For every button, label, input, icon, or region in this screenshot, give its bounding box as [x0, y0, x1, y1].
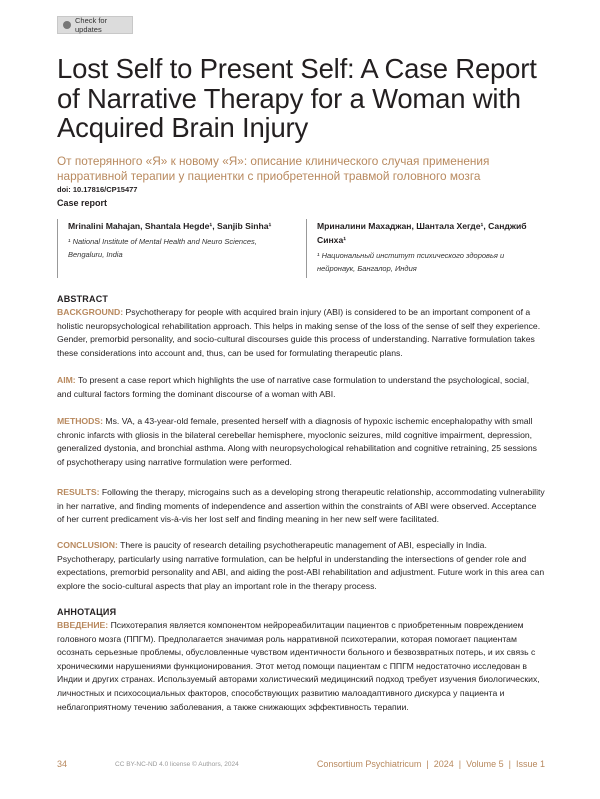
results-text: Following the therapy, microgains such as a developing strong therapeutic relationship, accommodating vulnerability in her narrative, and finding moments of independence and assertion within the constraints of ABI were observed. Acceptance of her current predicament vis-à-vis her lost self and finding meaning in her new self were facilitated.: [57, 487, 545, 525]
author-names: Mrinalini Mahajan, Shantala Hegde¹, Sanjib Sinha¹: [68, 221, 272, 231]
conclusion-text: There is paucity of research detailing psychotherapeutic management of ABI, especially in India. Psychotherapy, particularly using narrative formulation, can be helpful in understanding the intersections of gender role and expectations, premorbid personality and ABI, and aiding the post-ABI rehabilitation and adjustment. Future work in this area can explore the socio-cultural aspects that play an important role in the therapy process.: [57, 540, 545, 591]
abstract-conclusion: [57, 539, 545, 593]
abstract-methods: [57, 415, 545, 469]
abstract-results: [57, 486, 545, 527]
author-names-ru: Мриналини Махаджан, Шантала Хегде¹, Санджиб Синха¹: [317, 221, 527, 245]
conclusion-label: CONCLUSION:: [57, 540, 118, 550]
aim-label: AIM:: [57, 375, 76, 385]
background-text: Psychotherapy for people with acquired brain injury (ABI) is considered to be an important component of a holistic neuropsychological rehabilitation approach. This helps in making sense of the loss of the sense of self they experience. Gender, premorbid personality, and socio-cultural discourses guide this process of understanding. Narrative formulation takes these considerations into account and, thus, can be used for formulating therapeutic plans.: [57, 307, 541, 358]
intro-label: ВВЕДЕНИЕ:: [57, 620, 109, 630]
aim-text: To present a case report which highlights the use of narrative case formulation to understand the psychological, social, and cultural factors forming the dominant discourse of a woman with ABI.: [57, 375, 530, 399]
annotation-heading: АННОТАЦИЯ: [57, 607, 117, 617]
license-text[interactable]: CC BY-NC-ND 4.0 license © Authors, 2024: [115, 761, 239, 768]
methods-label: METHODS:: [57, 416, 103, 426]
annotation-intro: [57, 619, 545, 714]
authors-english: [57, 219, 292, 278]
update-icon: [63, 21, 71, 29]
author-affiliation-ru: ¹ Национальный институт психического здоровья и нейронаук, Бангалор, Индия: [317, 251, 505, 273]
page-number: 34: [57, 759, 68, 769]
background-label: BACKGROUND:: [57, 307, 124, 317]
article-type: Case report: [57, 198, 108, 208]
article-title: Lost Self to Present Self: A Case Report of Narrative Therapy for a Woman with Acquired Brain Injury: [57, 53, 537, 143]
methods-text: Ms. VA, a 43-year-old female, presented herself with a diagnosis of hypoxic ischemic encephalopathy with small chronic infarcts with gliosis in the bilateral cerebellar hemisphere, myoclonic seizures, mild cognitive impairment, depression, generalized dystonia, and bronchial asthma. Along with neuropsychological rehabilitation and cognitive retraining, 25 sessions of psychotherapy using narrative formulation were performed.: [57, 416, 537, 467]
badge-label: Check for updates: [75, 16, 108, 34]
russian-title: От потерянного «Я» к новому «Я»: описание клинического случая применения нарративной терапии у пациентки с приобретенной травмой головного мозга: [57, 154, 490, 183]
abstract-aim: [57, 374, 545, 401]
check-for-updates-badge[interactable]: [57, 16, 133, 34]
author-affiliation: ¹ National Institute of Mental Health and Neuro Sciences, Bengaluru, India: [68, 237, 257, 259]
journal-info: Consortium Psychiatricum | 2024 | Volume 5 | Issue 1: [316, 759, 545, 769]
results-label: RESULTS:: [57, 487, 100, 497]
authors-russian: [306, 219, 541, 278]
intro-text: Психотерапия является компонентом нейрореабилитации пациентов с приобретенным повреждением головного мозга (ППГМ). Предполагается значимая роль нарративной психотерапии, которая помогает пациентам осознать серьезные проблемы, обусловленные чувством идентичности больного и безвозвратных потерь, и их связь с хроническими нарушениями функционирования. Этот метод помощи пациентам с ППГМ недостаточно исследован в Индии и других странах. Используемый авторами холистический медицинский подход требует изучения биологических, личностных и психосоциальных факторов, способствующих развитию малоадаптивного дискурса у пациента и неблагоприятному течению заболевания, а также снижающих эффективность терапии.: [57, 620, 540, 712]
abstract-heading: ABSTRACT: [57, 294, 109, 304]
doi[interactable]: doi: 10.17816/CP15477: [57, 185, 138, 194]
abstract-background: [57, 306, 545, 360]
